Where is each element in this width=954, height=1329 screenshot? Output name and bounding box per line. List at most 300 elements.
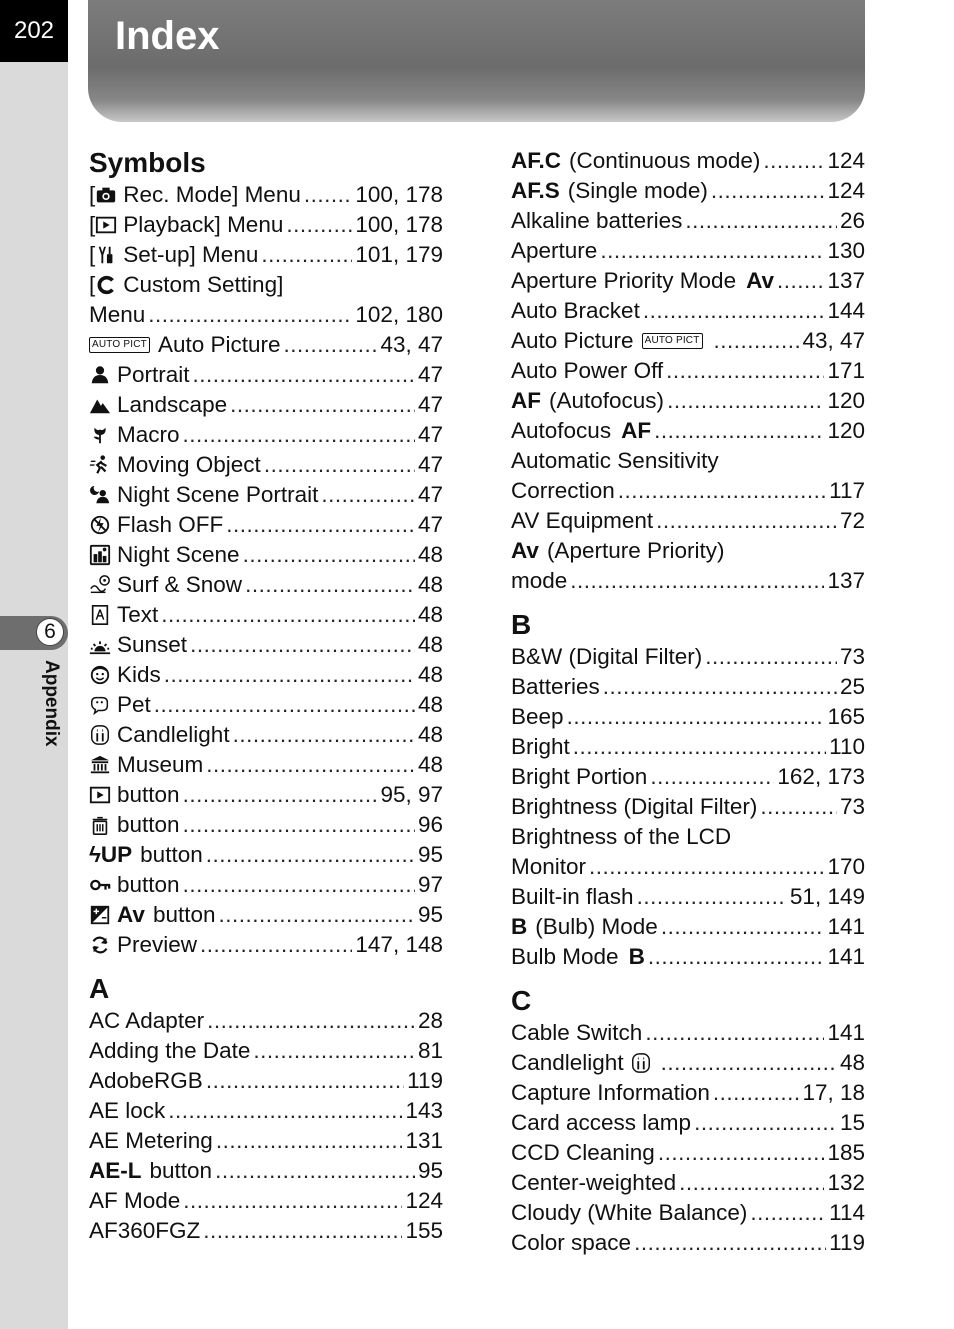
index-entry[interactable] bbox=[511, 356, 865, 386]
entry-text: (Single mode) bbox=[567, 178, 708, 203]
entry-label bbox=[89, 932, 197, 958]
index-entry[interactable] bbox=[511, 1018, 865, 1048]
index-entry[interactable] bbox=[89, 330, 443, 360]
entry-label bbox=[89, 1128, 213, 1154]
entry-label bbox=[511, 388, 664, 414]
leader-dots bbox=[600, 238, 824, 264]
entry-text: Custom Setting] bbox=[123, 272, 284, 297]
entry-label bbox=[89, 1008, 204, 1034]
entry-text: AF Mode bbox=[89, 1188, 181, 1213]
entry-label bbox=[89, 1068, 203, 1094]
index-entry[interactable] bbox=[511, 762, 865, 792]
mode-symbol: AF bbox=[621, 418, 652, 443]
entry-label bbox=[89, 302, 145, 328]
entry-text: AE Metering bbox=[89, 1128, 213, 1153]
page-reference[interactable]: 119 bbox=[407, 1068, 443, 1093]
leader-dots bbox=[161, 602, 415, 628]
page-reference[interactable]: 96 bbox=[417, 812, 443, 837]
entry-label bbox=[89, 722, 230, 748]
index-entry[interactable] bbox=[89, 750, 443, 780]
entry-text: Sunset bbox=[117, 632, 188, 657]
entry-label bbox=[89, 632, 187, 658]
moving-object-icon bbox=[89, 454, 111, 476]
index-entry[interactable] bbox=[89, 870, 443, 900]
index-entry[interactable] bbox=[511, 206, 865, 236]
leader-dots bbox=[261, 242, 352, 268]
bracket: [ bbox=[89, 272, 96, 297]
page-reference[interactable]: 95, 97 bbox=[380, 782, 443, 807]
leader-dots bbox=[711, 178, 825, 204]
leader-dots bbox=[685, 208, 837, 234]
page-reference[interactable]: 120 bbox=[827, 418, 865, 443]
entry-label bbox=[89, 422, 180, 448]
section-heading: C bbox=[511, 985, 532, 1016]
page-reference[interactable]: 48 bbox=[417, 722, 443, 747]
index-entry[interactable] bbox=[89, 540, 443, 570]
kids-icon bbox=[89, 664, 111, 686]
page-reference[interactable]: 47 bbox=[417, 422, 443, 447]
entry-text: Bright Portion bbox=[511, 764, 648, 789]
index-entry[interactable] bbox=[89, 1126, 443, 1156]
index-entry[interactable] bbox=[511, 852, 865, 882]
museum-icon bbox=[89, 754, 111, 776]
entry-text: Set-up] Menu bbox=[123, 242, 259, 267]
page-reference[interactable]: 124 bbox=[405, 1188, 443, 1213]
section-heading: Symbols bbox=[89, 147, 206, 178]
page-reference[interactable]: 143 bbox=[405, 1098, 443, 1123]
entry-label bbox=[89, 392, 227, 418]
playback-icon bbox=[89, 784, 111, 806]
leader-dots bbox=[215, 1158, 415, 1184]
entry-text: AE lock bbox=[89, 1098, 166, 1123]
entry-text: Cloudy (White Balance) bbox=[511, 1200, 748, 1225]
page-reference[interactable]: 141 bbox=[827, 944, 865, 969]
entry-label bbox=[89, 1038, 250, 1064]
index-entry-heading bbox=[89, 270, 443, 300]
entry-label bbox=[511, 1140, 655, 1166]
page-reference[interactable]: 81 bbox=[417, 1038, 443, 1063]
page-reference[interactable]: 47 bbox=[417, 362, 443, 387]
leader-dots bbox=[183, 872, 415, 898]
leader-dots bbox=[190, 632, 415, 658]
entry-text: Bulb Mode bbox=[511, 944, 619, 969]
entry-label bbox=[511, 538, 724, 564]
page-reference[interactable]: 137 bbox=[827, 268, 865, 293]
leader-dots bbox=[567, 704, 825, 730]
entry-text: (Continuous mode) bbox=[569, 148, 761, 173]
entry-text: button bbox=[117, 812, 180, 837]
key-icon bbox=[89, 874, 111, 896]
page-reference[interactable]: 48 bbox=[417, 572, 443, 597]
entry-text: Built-in flash bbox=[511, 884, 634, 909]
index-entry[interactable] bbox=[89, 1036, 443, 1066]
entry-label bbox=[511, 358, 663, 384]
mode-symbol: B bbox=[628, 944, 645, 969]
leader-dots bbox=[650, 764, 774, 790]
index-entry[interactable] bbox=[511, 326, 865, 356]
page-reference[interactable]: 48 bbox=[417, 752, 443, 777]
entry-text: button bbox=[152, 902, 216, 927]
page-reference[interactable]: 124 bbox=[827, 178, 865, 203]
page-reference[interactable]: 100, 178 bbox=[355, 212, 443, 237]
page-reference[interactable]: 51, 149 bbox=[789, 884, 865, 909]
entry-label bbox=[89, 602, 158, 628]
entry-label bbox=[511, 508, 653, 534]
index-entry[interactable] bbox=[89, 1186, 443, 1216]
page-reference[interactable]: 114 bbox=[829, 1200, 865, 1225]
entry-label bbox=[89, 512, 223, 538]
entry-label bbox=[89, 662, 161, 688]
page-reference[interactable]: 47 bbox=[417, 512, 443, 537]
page-reference[interactable]: 95 bbox=[417, 902, 443, 927]
entry-label bbox=[511, 178, 708, 204]
page-reference[interactable]: 144 bbox=[827, 298, 865, 323]
mode-symbol: B bbox=[511, 914, 528, 939]
page-reference[interactable]: 147, 148 bbox=[355, 932, 443, 957]
index-entry[interactable] bbox=[89, 420, 443, 450]
mode-symbol: Av bbox=[746, 268, 775, 293]
page-reference[interactable]: 48 bbox=[417, 602, 443, 627]
entry-text: Monitor bbox=[511, 854, 587, 879]
index-entry[interactable] bbox=[89, 1006, 443, 1036]
index-entry[interactable] bbox=[511, 1138, 865, 1168]
entry-text: Preview bbox=[117, 932, 198, 957]
index-entry[interactable] bbox=[511, 1108, 865, 1138]
chapter-label: Appendix bbox=[41, 660, 62, 747]
index-entry[interactable] bbox=[89, 390, 443, 420]
leader-dots bbox=[253, 1038, 415, 1064]
leader-dots bbox=[603, 674, 837, 700]
leader-dots bbox=[206, 1068, 404, 1094]
index-entry[interactable] bbox=[89, 720, 443, 750]
page-reference[interactable]: 48 bbox=[417, 632, 443, 657]
index-entry[interactable] bbox=[89, 300, 443, 330]
exposure-comp-icon bbox=[89, 904, 111, 926]
index-entry[interactable] bbox=[511, 266, 865, 296]
leader-dots bbox=[183, 422, 415, 448]
leader-dots bbox=[226, 512, 415, 538]
entry-text: Night Scene Portrait bbox=[117, 482, 319, 507]
preview-icon bbox=[89, 934, 111, 956]
page-reference[interactable]: 47 bbox=[417, 482, 443, 507]
page-reference[interactable]: 73 bbox=[839, 644, 865, 669]
page-reference[interactable]: 120 bbox=[827, 388, 865, 413]
entry-text: Correction bbox=[511, 478, 615, 503]
entry-text: button bbox=[149, 1158, 213, 1183]
entry-text: Aperture Priority Mode bbox=[511, 268, 737, 293]
entry-text: Auto Picture bbox=[157, 332, 281, 357]
index-entry[interactable] bbox=[511, 506, 865, 536]
leader-dots bbox=[643, 298, 825, 324]
index-entry-heading bbox=[511, 822, 865, 852]
page-reference[interactable]: 48 bbox=[417, 542, 443, 567]
leader-dots bbox=[666, 358, 824, 384]
index-entry[interactable] bbox=[511, 642, 865, 672]
page-reference[interactable]: 25 bbox=[839, 674, 865, 699]
index-entry[interactable] bbox=[89, 480, 443, 510]
page-reference[interactable]: 47 bbox=[417, 392, 443, 417]
leader-dots bbox=[264, 452, 415, 478]
custom-c-icon bbox=[95, 274, 117, 296]
index-entry[interactable] bbox=[511, 176, 865, 206]
index-entry[interactable] bbox=[89, 630, 443, 660]
index-entry[interactable] bbox=[89, 1066, 443, 1096]
page-reference[interactable]: 47 bbox=[417, 452, 443, 477]
page-reference[interactable]: 110 bbox=[829, 734, 865, 759]
entry-label bbox=[89, 332, 281, 358]
index-entry[interactable] bbox=[511, 672, 865, 702]
index-entry[interactable] bbox=[511, 732, 865, 762]
entry-label bbox=[511, 914, 658, 940]
index-entry[interactable] bbox=[89, 1156, 443, 1186]
entry-label bbox=[89, 362, 190, 388]
entry-label bbox=[89, 1098, 165, 1124]
entry-text: (Autofocus) bbox=[549, 388, 665, 413]
index-entry[interactable] bbox=[511, 236, 865, 266]
entry-text: Brightness (Digital Filter) bbox=[511, 794, 758, 819]
entry-label bbox=[511, 884, 634, 910]
page-reference[interactable]: 26 bbox=[839, 208, 865, 233]
index-entry[interactable] bbox=[511, 792, 865, 822]
leader-dots bbox=[645, 1020, 824, 1046]
entry-text: Adding the Date bbox=[89, 1038, 251, 1063]
playback-icon bbox=[95, 214, 117, 236]
entry-text: Playback] Menu bbox=[123, 212, 284, 237]
entry-text: mode bbox=[511, 568, 568, 593]
entry-label bbox=[89, 1218, 200, 1244]
entry-text: Museum bbox=[117, 752, 204, 777]
index-entry[interactable] bbox=[89, 1216, 443, 1246]
entry-label bbox=[511, 478, 615, 504]
page-reference[interactable]: 28 bbox=[417, 1008, 443, 1033]
index-entry[interactable] bbox=[89, 840, 443, 870]
bracket: [ bbox=[89, 212, 96, 237]
entry-label bbox=[511, 1200, 747, 1226]
page-reference[interactable]: 162, 173 bbox=[777, 764, 865, 789]
page-reference[interactable]: 73 bbox=[839, 794, 865, 819]
index-entry[interactable] bbox=[89, 1096, 443, 1126]
index-entry[interactable] bbox=[89, 600, 443, 630]
entry-label bbox=[511, 824, 731, 850]
portrait-icon bbox=[89, 364, 111, 386]
index-entry[interactable] bbox=[89, 360, 443, 390]
page-reference[interactable]: 43, 47 bbox=[802, 328, 865, 353]
page-reference[interactable]: 119 bbox=[829, 1230, 865, 1255]
leader-dots bbox=[589, 854, 824, 880]
entry-label bbox=[511, 268, 774, 294]
trash-icon bbox=[89, 814, 111, 836]
page-reference[interactable]: 170 bbox=[827, 854, 865, 879]
page-reference[interactable]: 137 bbox=[827, 568, 865, 593]
index-entry[interactable] bbox=[89, 210, 443, 240]
section-heading: B bbox=[511, 609, 532, 640]
page-reference[interactable]: 141 bbox=[827, 1020, 865, 1045]
page-reference[interactable]: 72 bbox=[839, 508, 865, 533]
page-reference[interactable]: 155 bbox=[405, 1218, 443, 1243]
entry-label bbox=[89, 572, 242, 598]
index-entry[interactable] bbox=[511, 476, 865, 506]
index-entry[interactable] bbox=[511, 912, 865, 942]
index-entry[interactable] bbox=[89, 780, 443, 810]
index-entry[interactable] bbox=[89, 510, 443, 540]
leader-dots bbox=[219, 902, 415, 928]
leader-dots bbox=[760, 794, 837, 820]
page-reference[interactable]: 100, 178 bbox=[355, 182, 443, 207]
index-entry[interactable] bbox=[511, 942, 865, 972]
leader-dots bbox=[200, 932, 352, 958]
index-entry[interactable] bbox=[511, 1168, 865, 1198]
entry-label bbox=[511, 674, 600, 700]
entry-label bbox=[89, 482, 318, 508]
entry-label bbox=[89, 182, 301, 208]
index-entry[interactable] bbox=[511, 566, 865, 596]
index-column-right bbox=[511, 146, 865, 1258]
page-reference[interactable]: 124 bbox=[827, 148, 865, 173]
entry-text: Macro bbox=[117, 422, 180, 447]
leader-dots bbox=[206, 752, 415, 778]
page-reference[interactable]: 48 bbox=[417, 692, 443, 717]
entry-text: Color space bbox=[511, 1230, 632, 1255]
page-reference[interactable]: 141 bbox=[827, 914, 865, 939]
entry-text: Flash OFF bbox=[117, 512, 224, 537]
page-reference[interactable]: 43, 47 bbox=[380, 332, 443, 357]
index-entry[interactable] bbox=[511, 882, 865, 912]
bracket: [ bbox=[89, 182, 96, 207]
page-reference[interactable]: 117 bbox=[829, 478, 865, 503]
page-title: Index bbox=[115, 14, 220, 58]
chapter-number: 6 bbox=[36, 618, 64, 646]
entry-text: Kids bbox=[117, 662, 161, 687]
index-entry[interactable] bbox=[511, 1078, 865, 1108]
entry-text: Cable Switch bbox=[511, 1020, 643, 1045]
entry-label bbox=[89, 902, 216, 928]
leader-dots bbox=[183, 812, 415, 838]
leader-dots bbox=[207, 1008, 415, 1034]
index-entry[interactable] bbox=[511, 416, 865, 446]
leader-dots bbox=[233, 722, 415, 748]
index-entry[interactable] bbox=[89, 930, 443, 960]
index-entry[interactable] bbox=[511, 386, 865, 416]
index-entry[interactable] bbox=[511, 146, 865, 176]
entry-label bbox=[89, 452, 261, 478]
page-reference[interactable]: 130 bbox=[827, 238, 865, 263]
mode-symbol: ϟUP bbox=[89, 842, 133, 867]
index-entry[interactable] bbox=[89, 450, 443, 480]
entry-label bbox=[511, 854, 586, 880]
entry-text: AF360FGZ bbox=[89, 1218, 201, 1243]
index-entry[interactable] bbox=[511, 296, 865, 326]
index-entry[interactable] bbox=[511, 1048, 865, 1078]
entry-label bbox=[89, 692, 151, 718]
entry-label bbox=[511, 1230, 631, 1256]
index-entry[interactable] bbox=[511, 702, 865, 732]
night-portrait-icon bbox=[89, 484, 111, 506]
entry-label bbox=[511, 238, 597, 264]
entry-label bbox=[89, 812, 180, 838]
leader-dots bbox=[183, 1188, 402, 1214]
page-reference[interactable]: 97 bbox=[417, 872, 443, 897]
entry-label bbox=[511, 148, 760, 174]
entry-label bbox=[511, 1050, 658, 1076]
camera-icon bbox=[95, 184, 117, 206]
page-reference[interactable]: 101, 179 bbox=[355, 242, 443, 267]
leader-dots bbox=[573, 734, 826, 760]
candlelight-icon bbox=[630, 1052, 652, 1074]
index-entry[interactable] bbox=[511, 1198, 865, 1228]
leader-dots bbox=[648, 944, 825, 970]
index-entry[interactable] bbox=[511, 1228, 865, 1258]
leader-dots bbox=[321, 482, 415, 508]
leader-dots bbox=[243, 542, 415, 568]
leader-dots bbox=[661, 914, 825, 940]
index-entry[interactable] bbox=[89, 660, 443, 690]
leader-dots bbox=[245, 572, 415, 598]
entry-label bbox=[89, 752, 203, 778]
page-reference[interactable]: 131 bbox=[405, 1128, 443, 1153]
index-entry[interactable] bbox=[89, 810, 443, 840]
page-reference[interactable]: 165 bbox=[827, 704, 865, 729]
entry-label bbox=[511, 208, 682, 234]
leader-dots bbox=[750, 1200, 826, 1226]
entry-text: Brightness of the LCD bbox=[511, 824, 732, 849]
page-reference[interactable]: 102, 180 bbox=[355, 302, 443, 327]
entry-text: Landscape bbox=[117, 392, 228, 417]
leader-dots bbox=[183, 782, 378, 808]
section-heading: A bbox=[89, 973, 110, 1004]
entry-label bbox=[511, 704, 564, 730]
leader-dots bbox=[206, 842, 415, 868]
page-reference[interactable]: 132 bbox=[827, 1170, 865, 1195]
entry-label bbox=[511, 644, 702, 670]
entry-label bbox=[511, 448, 719, 474]
entry-text: Portrait bbox=[117, 362, 190, 387]
entry-text: Autofocus bbox=[511, 418, 612, 443]
mode-symbol: Av bbox=[511, 538, 539, 563]
page-reference[interactable]: 95 bbox=[417, 842, 443, 867]
index-entry[interactable] bbox=[89, 570, 443, 600]
entry-label bbox=[89, 1188, 180, 1214]
entry-text: Auto Bracket bbox=[511, 298, 640, 323]
index-entry[interactable] bbox=[89, 690, 443, 720]
leader-dots bbox=[203, 1218, 402, 1244]
page-reference[interactable]: 48 bbox=[839, 1050, 865, 1075]
auto-picture-badge: AUTO PICT bbox=[642, 333, 703, 349]
wrench-icon bbox=[95, 244, 117, 266]
page-reference[interactable]: 171 bbox=[827, 358, 865, 383]
leader-dots bbox=[763, 148, 824, 174]
page-number: 202 bbox=[0, 0, 68, 62]
page-reference[interactable]: 15 bbox=[839, 1110, 865, 1135]
entry-label bbox=[511, 298, 640, 324]
entry-text: Aperture bbox=[511, 238, 598, 263]
mode-symbol: AE-L bbox=[89, 1158, 142, 1183]
entry-text: (Aperture Priority) bbox=[546, 538, 725, 563]
page-reference[interactable]: 185 bbox=[827, 1140, 865, 1165]
leader-dots bbox=[304, 182, 353, 208]
page-reference[interactable]: 48 bbox=[417, 662, 443, 687]
page-reference[interactable]: 95 bbox=[417, 1158, 443, 1183]
leader-dots bbox=[656, 508, 837, 534]
index-entry[interactable] bbox=[89, 900, 443, 930]
entry-text: Automatic Sensitivity bbox=[511, 448, 719, 473]
index-entry[interactable] bbox=[89, 240, 443, 270]
entry-text: AV Equipment bbox=[511, 508, 654, 533]
page-reference[interactable]: 17, 18 bbox=[802, 1080, 865, 1105]
leader-dots bbox=[284, 332, 378, 358]
entry-label bbox=[511, 1110, 691, 1136]
entry-label bbox=[89, 1158, 212, 1184]
index-entry[interactable] bbox=[89, 180, 443, 210]
